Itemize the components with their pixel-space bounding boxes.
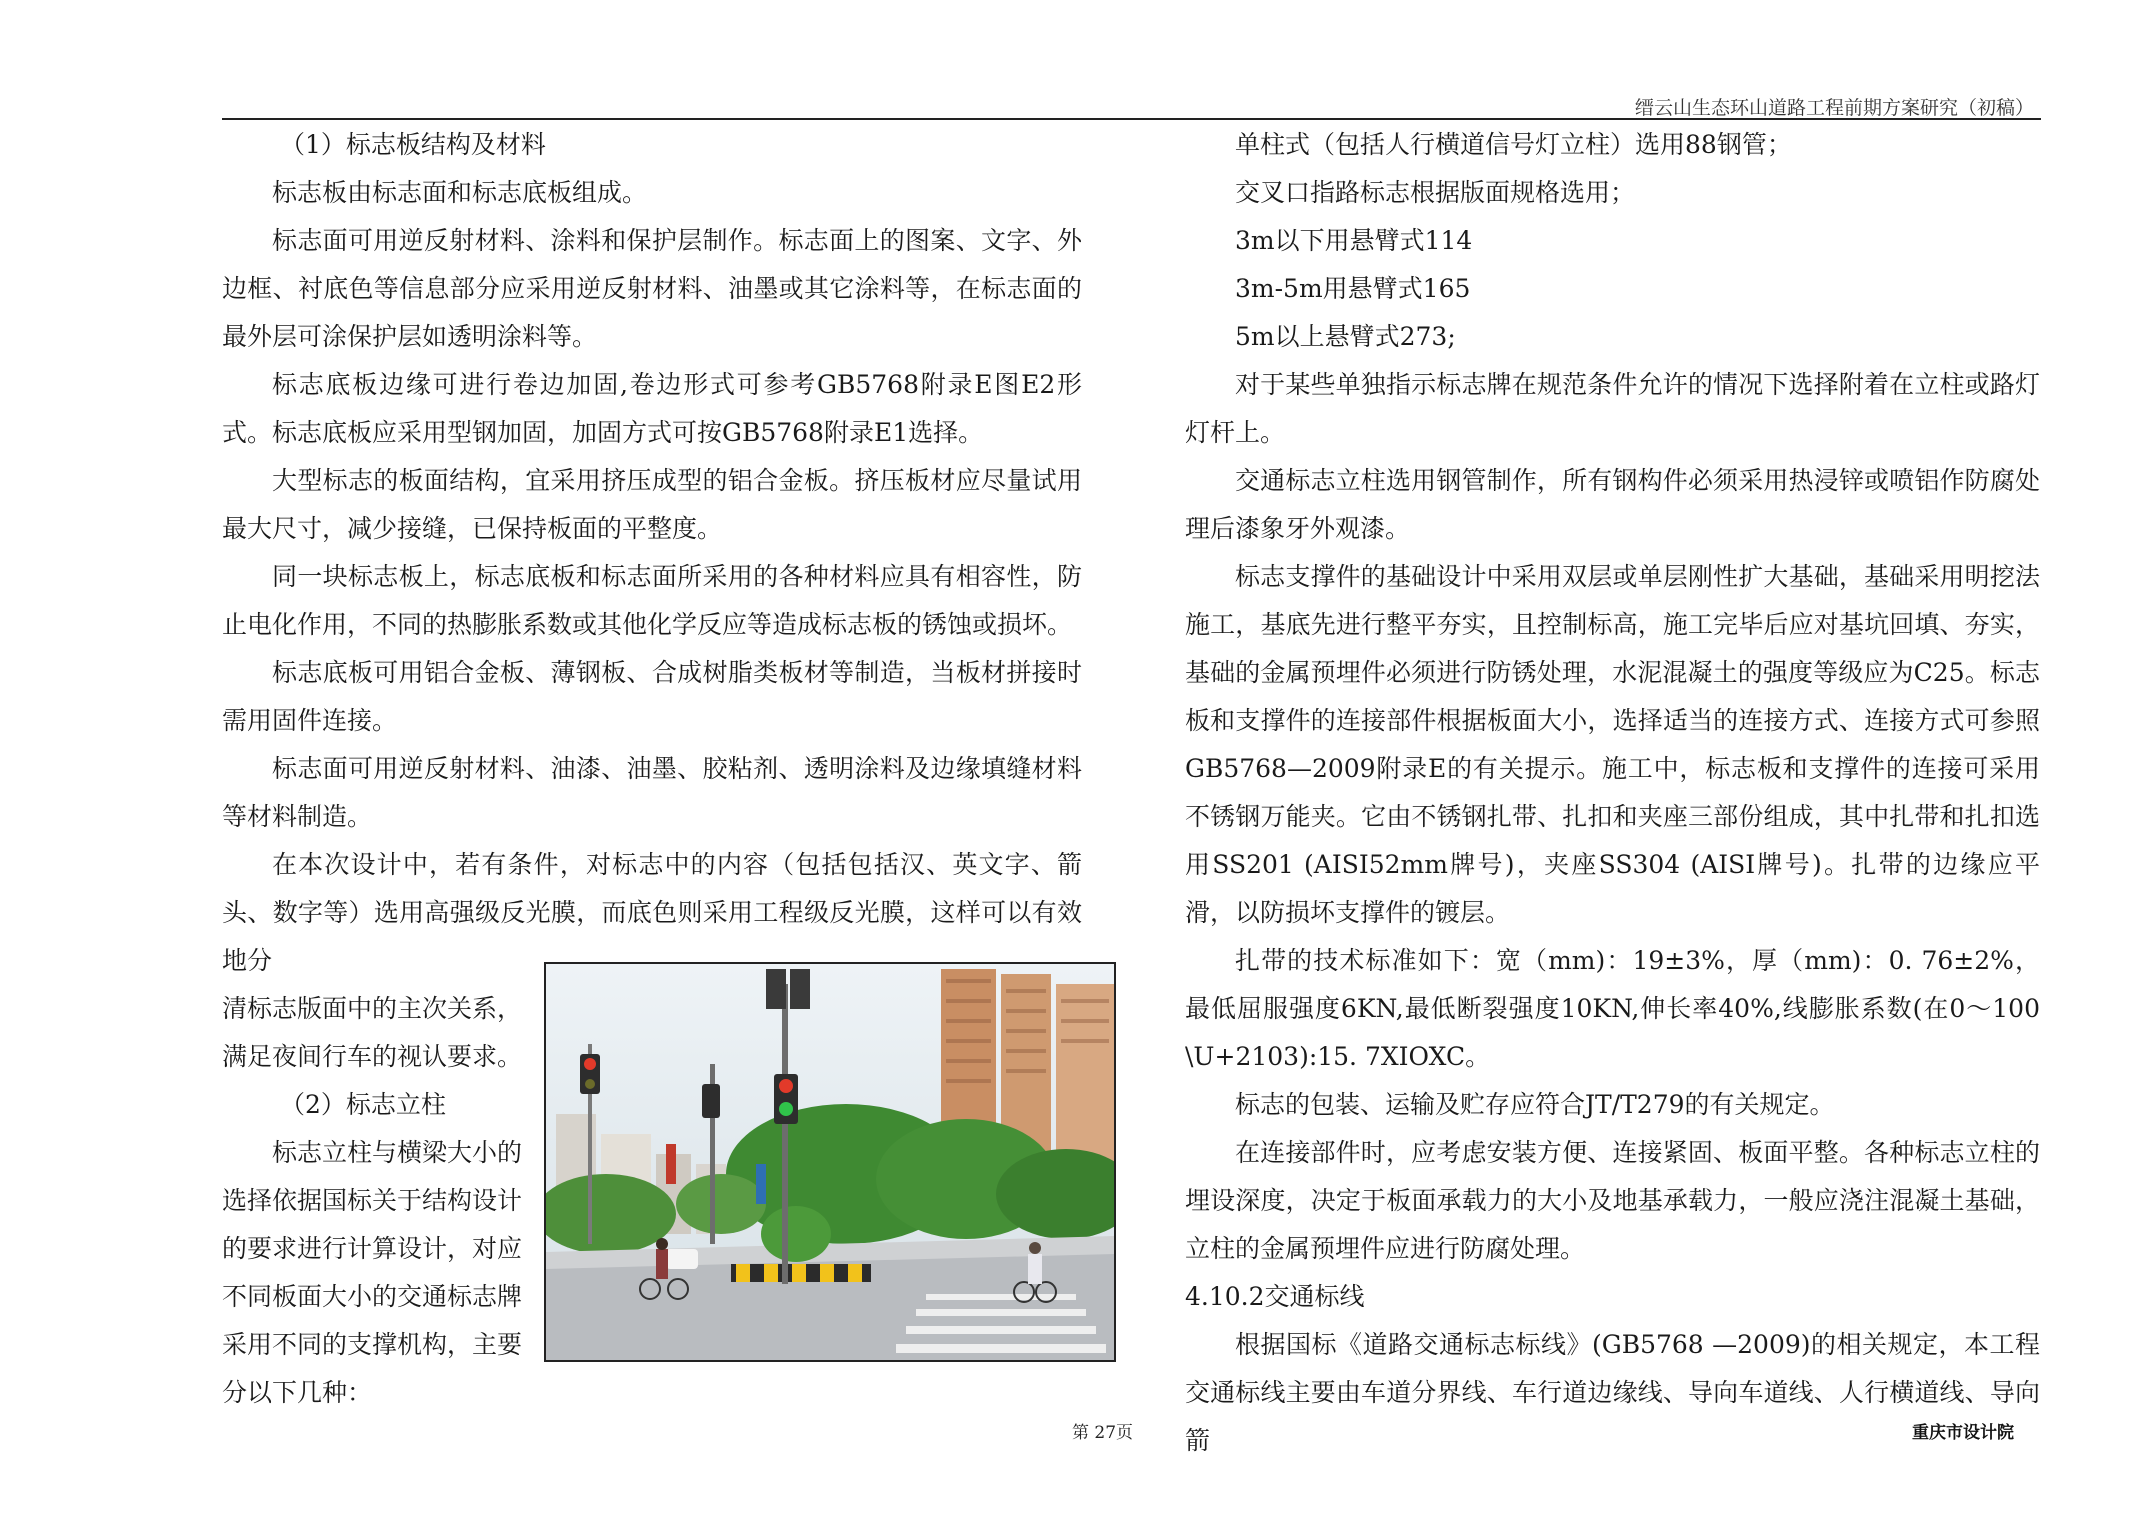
paragraph: 标志面可用逆反射材料、油漆、油墨、胶粘剂、透明涂料及边缘填缝材料等材料制造。 — [222, 754, 1082, 831]
paragraph-line: 选择依据国标关于结构设计 — [222, 1186, 523, 1215]
page-number: 第 27页 — [1072, 1423, 1134, 1443]
paragraph-line: 清标志版面中的主次关系， — [222, 994, 523, 1023]
paragraph: 3m以下用悬臂式114 — [1235, 226, 1473, 255]
paragraph: 扎带的技术标准如下：宽（mm)：19±3%，厚（mm)：0. 76±2%，最低屈服强度6KN,最低断裂强度10KN,伸长率40%,线膨胀系数(在0～100\U+2103):15. 7XIOXC。 — [1185, 946, 2040, 1071]
header-title: 缙云山生态环山道路工程前期方案研究（初稿） — [1634, 97, 2034, 119]
traffic-light-street-photo-icon — [546, 964, 1114, 1360]
paragraph: 交叉口指路标志根据版面规格选用； — [1235, 178, 1636, 207]
paragraph-line: 采用不同的支撑机构，主要 — [222, 1330, 523, 1359]
paragraph-line: 标志立柱与横梁大小的 — [272, 1138, 523, 1167]
paragraph: 标志底板可用铝合金板、薄钢板、合成树脂类板材等制造，当板材拼接时需用固件连接。 — [222, 658, 1082, 735]
paragraph: 根据国标《道路交通标志标线》(GB5768 —2009)的相关规定，本工程交通标线主要由车道分界线、车行道边缘线、导向车道线、人行横道线、导向箭 — [1185, 1330, 2040, 1455]
paragraph: 3m-5m用悬臂式165 — [1235, 274, 1471, 303]
section-heading-road-markings: 4.10.2交通标线 — [1185, 1282, 1365, 1311]
paragraph: 标志底板边缘可进行卷边加固,卷边形式可参考GB5768附录E图E2形式。标志底板应采用型钢加固，加固方式可按GB5768附录E1选择。 — [222, 370, 1082, 447]
section-heading-sign-board: （1）标志板结构及材料 — [280, 130, 546, 159]
paragraph: 标志板由标志面和标志底板组成。 — [272, 178, 648, 207]
paragraph: 标志面可用逆反射材料、涂料和保护层制作。标志面上的图案、文字、外边框、衬底色等信息部分应采用逆反射材料、油墨或其它涂料等，在标志面的最外层可涂保护层如透明涂料等。 — [222, 226, 1082, 351]
paragraph-line: 的要求进行计算设计，对应 — [222, 1234, 523, 1263]
right-column — [1185, 121, 2040, 1465]
paragraph: 单柱式（包括人行横道信号灯立柱）选用88钢管； — [1235, 130, 1792, 159]
paragraph: 在本次设计中，若有条件，对标志中的内容（包括包括汉、英文字、箭头、数字等）选用高强级反光膜，而底色则采用工程级反光膜，这样可以有效地分 — [222, 850, 1082, 975]
paragraph-line: 不同板面大小的交通标志牌 — [222, 1282, 523, 1311]
street-photo — [544, 962, 1116, 1362]
paragraph: 大型标志的板面结构，宜采用挤压成型的铝合金板。挤压板材应尽量试用最大尺寸，减少接缝，已保持板面的平整度。 — [222, 466, 1082, 543]
paragraph: 同一块标志板上，标志底板和标志面所采用的各种材料应具有相容性，防止电化作用，不同的热膨胀系数或其他化学反应等造成标志板的锈蚀或损坏。 — [222, 562, 1082, 639]
paragraph-line: 分以下几种： — [222, 1378, 373, 1407]
paragraph-line: 满足夜间行车的视认要求。 — [222, 1042, 523, 1071]
paragraph: 5m以上悬臂式273; — [1235, 322, 1456, 351]
paragraph: 标志的包装、运输及贮存应符合JT/T279的有关规定。 — [1235, 1090, 1835, 1119]
header-rule — [222, 118, 2041, 120]
section-heading-sign-post: （2）标志立柱 — [280, 1090, 446, 1119]
paragraph: 标志支撑件的基础设计中采用双层或单层刚性扩大基础，基础采用明挖法施工，基底先进行整平夯实，且控制标高，施工完毕后应对基坑回填、夯实，基础的金属预埋件必须进行防锈处理，水泥混凝土的强度等级应为C25。标志板和支撑件的连接部件根据板面大小，选择适当的连接方式、连接方式可参照GB5768—2009附录E的有关提示。施工中，标志板和支撑件的连接可采用不锈钢万能夹。它由不锈钢扎带、扎扣和夹座三部份组成，其中扎带和扎扣选用SS201 (AISI52mm牌号)，夹座SS304 (AISI牌号)。扎带的边缘应平滑，以防损坏支撑件的镀层。 — [1185, 562, 2040, 927]
paragraph: 交通标志立柱选用钢管制作，所有钢构件必须采用热浸锌或喷铝作防腐处理后漆象牙外观漆。 — [1185, 466, 2040, 543]
paragraph: 对于某些单独指示标志牌在规范条件允许的情况下选择附着在立柱或路灯灯杆上。 — [1185, 370, 2040, 447]
organization-name: 重庆市设计院 — [1912, 1423, 2014, 1443]
paragraph: 在连接部件时，应考虑安装方便、连接紧固、板面平整。各种标志立柱的埋设深度，决定于板面承载力的大小及地基承载力，一般应浇注混凝土基础，立柱的金属预埋件应进行防腐处理。 — [1185, 1138, 2040, 1263]
